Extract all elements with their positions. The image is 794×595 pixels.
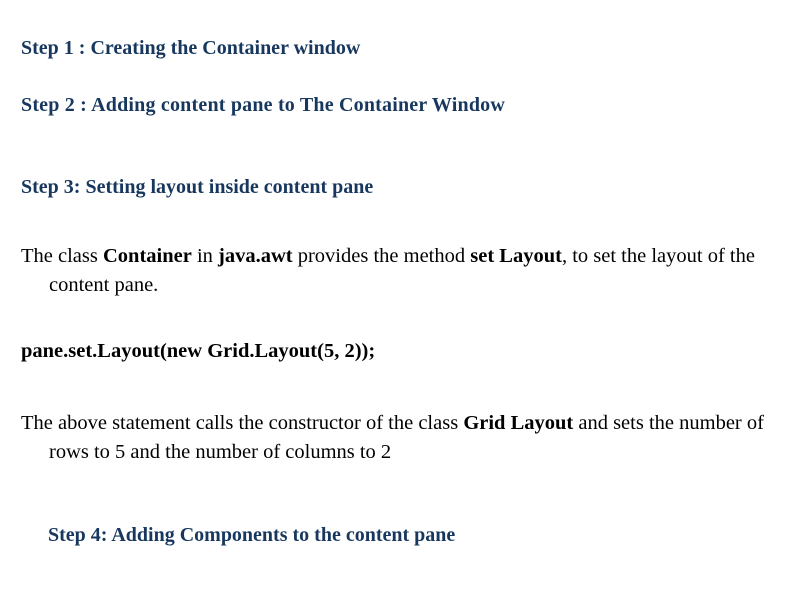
paragraph-grid-layout bbox=[21, 409, 779, 467]
step1-heading: Step 1 : Creating the Container window bbox=[21, 37, 361, 59]
code-line: pane.set.Layout(new Grid.Layout(5, 2)); bbox=[21, 340, 376, 362]
paragraph-text: , to set the layout of the content pane. bbox=[49, 245, 755, 296]
step2-heading: Step 2 : Adding content pane to The Container Window bbox=[21, 94, 506, 116]
paragraph-text: The above statement calls the constructor of the class bbox=[21, 412, 464, 434]
step3-heading: Step 3: Setting layout inside content pane bbox=[21, 176, 374, 198]
paragraph-text: in bbox=[191, 245, 219, 267]
paragraph-text: and sets the number of rows to 5 and the number of columns to 2 bbox=[49, 412, 764, 463]
step4-heading: Step 4: Adding Components to the content pane bbox=[48, 524, 456, 546]
paragraph-text: provides the method bbox=[292, 245, 471, 267]
set-layout-term: set Layout bbox=[470, 245, 562, 267]
java-awt-term: java.awt bbox=[218, 245, 293, 267]
paragraph-text: The class bbox=[21, 245, 103, 267]
grid-layout-term: Grid Layout bbox=[463, 412, 574, 434]
paragraph-set-layout bbox=[21, 242, 779, 300]
container-term: Container bbox=[102, 245, 192, 267]
